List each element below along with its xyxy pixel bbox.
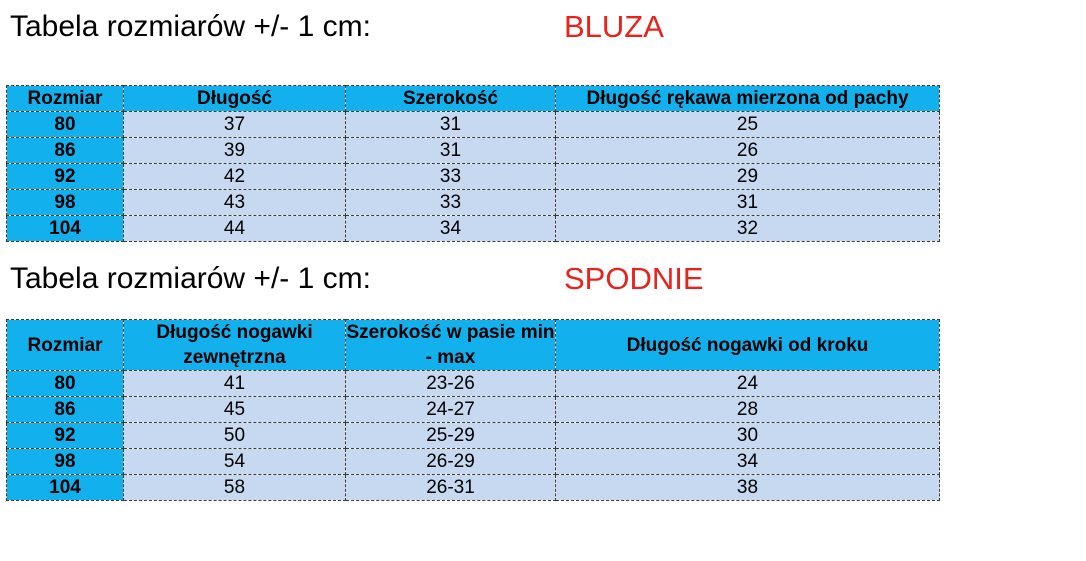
table-cell: 33 xyxy=(346,190,556,216)
column-header-width: Szerokość xyxy=(346,86,556,112)
table-cell: 26-29 xyxy=(346,449,556,475)
spodnie-label: SPODNIE xyxy=(564,261,704,296)
table-cell: 23-26 xyxy=(346,371,556,397)
column-header-length: Długość xyxy=(124,86,346,112)
table-cell: 32 xyxy=(556,216,940,242)
size-cell: 98 xyxy=(7,190,124,216)
table-cell: 38 xyxy=(556,475,940,501)
table-cell: 37 xyxy=(124,112,346,138)
column-header-waist-width: Szerokość w pasie min - max xyxy=(346,320,556,371)
bluza-table-title: Tabela rozmiarów +/- 1 cm: xyxy=(10,10,371,43)
table-cell: 31 xyxy=(346,138,556,164)
table-cell: 42 xyxy=(124,164,346,190)
size-cell: 98 xyxy=(7,449,124,475)
column-header-size: Rozmiar xyxy=(7,320,124,371)
column-header-inseam-length: Długość nogawki od kroku xyxy=(556,320,940,371)
table-row xyxy=(7,190,940,216)
table-cell: 24-27 xyxy=(346,397,556,423)
table-row xyxy=(7,112,940,138)
table-cell: 29 xyxy=(556,164,940,190)
table-cell: 54 xyxy=(124,449,346,475)
table-cell: 26-31 xyxy=(346,475,556,501)
size-cell: 80 xyxy=(7,112,124,138)
column-header-sleeve-length: Długość rękawa mierzona od pachy xyxy=(556,86,940,112)
size-cell: 92 xyxy=(7,423,124,449)
table-cell: 34 xyxy=(556,449,940,475)
table-cell: 45 xyxy=(124,397,346,423)
table-row xyxy=(7,138,940,164)
column-header-size: Rozmiar xyxy=(7,86,124,112)
table-cell: 25 xyxy=(556,112,940,138)
column-header-outer-leg-length: Długość nogawki zewnętrzna xyxy=(124,320,346,371)
table-cell: 50 xyxy=(124,423,346,449)
table-cell: 41 xyxy=(124,371,346,397)
table-row xyxy=(7,423,940,449)
size-cell: 86 xyxy=(7,397,124,423)
table-row xyxy=(7,397,940,423)
table-row xyxy=(7,164,940,190)
table-cell: 39 xyxy=(124,138,346,164)
table-row xyxy=(7,371,940,397)
table-row xyxy=(7,449,940,475)
table-cell: 34 xyxy=(346,216,556,242)
table-row xyxy=(7,475,940,501)
table-cell: 30 xyxy=(556,423,940,449)
spodnie-table-title: Tabela rozmiarów +/- 1 cm: xyxy=(10,262,371,295)
bluza-label: BLUZA xyxy=(564,9,664,44)
table-cell: 26 xyxy=(556,138,940,164)
table-cell: 31 xyxy=(346,112,556,138)
spodnie-size-table xyxy=(6,319,940,501)
table-header-row xyxy=(7,86,940,112)
table-cell: 31 xyxy=(556,190,940,216)
table-header-row xyxy=(7,320,940,371)
table-cell: 28 xyxy=(556,397,940,423)
size-cell: 104 xyxy=(7,216,124,242)
table-cell: 33 xyxy=(346,164,556,190)
table-cell: 24 xyxy=(556,371,940,397)
table-cell: 43 xyxy=(124,190,346,216)
size-cell: 92 xyxy=(7,164,124,190)
size-cell: 80 xyxy=(7,371,124,397)
size-cell: 86 xyxy=(7,138,124,164)
table-row xyxy=(7,216,940,242)
bluza-size-table xyxy=(6,85,940,242)
table-cell: 58 xyxy=(124,475,346,501)
table-cell: 25-29 xyxy=(346,423,556,449)
table-cell: 44 xyxy=(124,216,346,242)
size-cell: 104 xyxy=(7,475,124,501)
